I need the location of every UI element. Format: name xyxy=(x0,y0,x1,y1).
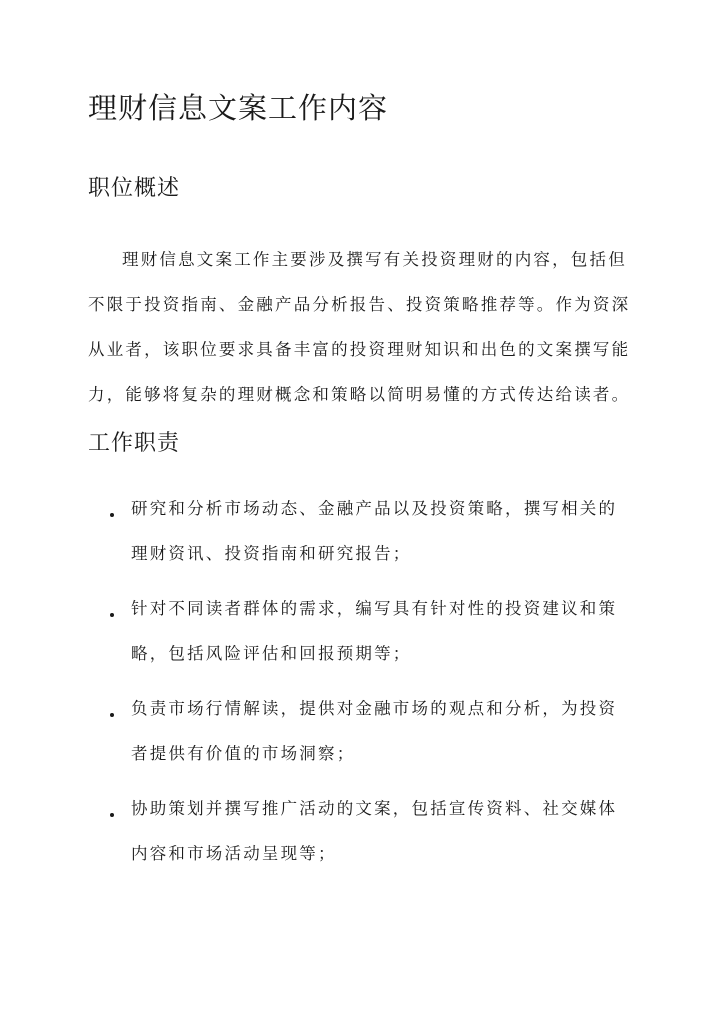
document-title: 理财信息文案工作内容 xyxy=(88,91,389,125)
duty-text-line: 者提供有价值的市场洞察； xyxy=(131,744,356,763)
duty-text-line: 针对不同读者群体的需求，编写具有针对性的投资建议和策 xyxy=(131,599,618,618)
duty-text-line: 协助策划并撰写推广活动的文案，包括宣传资料、社交媒体 xyxy=(131,799,618,818)
bullet-icon xyxy=(110,813,114,817)
bullet-icon xyxy=(110,613,114,617)
duty-text-line: 略，包括风险评估和回报预期等； xyxy=(131,644,412,663)
duty-text-line: 负责市场行情解读，提供对金融市场的观点和分析，为投资 xyxy=(131,699,618,718)
overview-line: 力，能够将复杂的理财概念和策略以简明易懂的方式传达给读者。 xyxy=(88,385,631,404)
overview-line: 从业者，该职位要求具备丰富的投资理财知识和出色的文案撰写能 xyxy=(88,340,631,359)
duty-text-line: 理财资讯、投资指南和研究报告； xyxy=(131,544,412,563)
bullet-icon xyxy=(110,513,114,517)
overview-line: 理财信息文案工作主要涉及撰写有关投资理财的内容，包括但 xyxy=(122,250,627,269)
overview-paragraph xyxy=(88,237,633,417)
overview-heading: 职位概述 xyxy=(88,176,181,201)
duty-text-line: 研究和分析市场动态、金融产品以及投资策略，撰写相关的 xyxy=(131,499,618,518)
duty-text-line: 内容和市场活动呈现等； xyxy=(131,844,337,863)
overview-line: 不限于投资指南、金融产品分析报告、投资策略推荐等。作为资深 xyxy=(88,295,631,314)
bullet-icon xyxy=(110,713,114,717)
duties-heading: 工作职责 xyxy=(88,431,181,456)
